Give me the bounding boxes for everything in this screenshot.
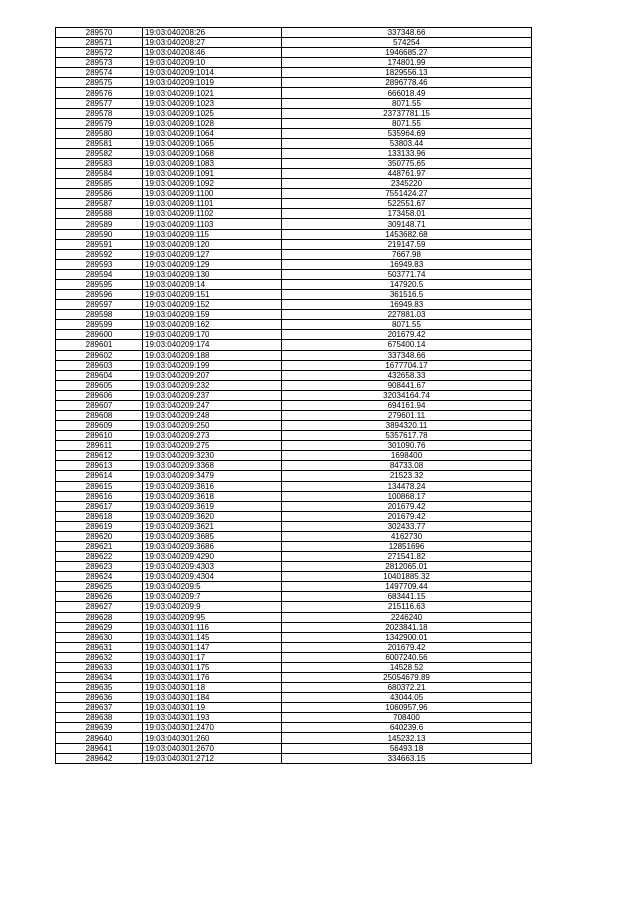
cadastral-number-cell: 19:03:040209:199 [143, 360, 282, 370]
cadastral-number-cell: 19:03:040209:170 [143, 330, 282, 340]
table-row [56, 148, 532, 158]
table-row [56, 693, 532, 703]
amount-cell: 14528.52 [282, 662, 532, 672]
row-number-cell: 289622 [56, 552, 143, 562]
row-number-cell: 289630 [56, 632, 143, 642]
table-row [56, 169, 532, 179]
cadastral-number-cell: 19:03:040301:2670 [143, 743, 282, 753]
row-number-cell: 289615 [56, 481, 143, 491]
amount-cell: 1698400 [282, 451, 532, 461]
cadastral-number-cell: 19:03:040209:162 [143, 320, 282, 330]
table-row [56, 592, 532, 602]
table-row [56, 501, 532, 511]
cadastral-number-cell: 19:03:040209:3616 [143, 481, 282, 491]
amount-cell: 675400.14 [282, 340, 532, 350]
amount-cell: 279601.11 [282, 410, 532, 420]
amount-cell: 1453682.68 [282, 229, 532, 239]
row-number-cell: 289598 [56, 310, 143, 320]
cadastral-number-cell: 19:03:040208:27 [143, 38, 282, 48]
cadastral-number-cell: 19:03:040209:7 [143, 592, 282, 602]
amount-cell: 708400 [282, 713, 532, 723]
cadastral-number-cell: 19:03:040301:184 [143, 693, 282, 703]
amount-cell: 337348.66 [282, 28, 532, 38]
row-number-cell: 289631 [56, 642, 143, 652]
table-row [56, 743, 532, 753]
row-number-cell: 289634 [56, 673, 143, 683]
amount-cell: 8071.55 [282, 320, 532, 330]
cadastral-number-cell: 19:03:040209:127 [143, 249, 282, 259]
table-row [56, 259, 532, 269]
row-number-cell: 289605 [56, 380, 143, 390]
amount-cell: 2345220 [282, 179, 532, 189]
row-number-cell: 289599 [56, 320, 143, 330]
row-number-cell: 289620 [56, 531, 143, 541]
cadastral-number-cell: 19:03:040301:176 [143, 673, 282, 683]
table-row [56, 562, 532, 572]
table-row [56, 209, 532, 219]
amount-cell: 7551424.27 [282, 189, 532, 199]
amount-cell: 201679.42 [282, 511, 532, 521]
amount-cell: 43044.05 [282, 693, 532, 703]
row-number-cell: 289635 [56, 683, 143, 693]
row-number-cell: 289609 [56, 421, 143, 431]
amount-cell: 21523.32 [282, 471, 532, 481]
cadastral-number-cell: 19:03:040209:273 [143, 431, 282, 441]
cadastral-number-cell: 19:03:040301:19 [143, 703, 282, 713]
amount-cell: 145232.13 [282, 733, 532, 743]
cadastral-number-cell: 19:03:040209:14 [143, 279, 282, 289]
row-number-cell: 289621 [56, 541, 143, 551]
table-row [56, 199, 532, 209]
row-number-cell: 289571 [56, 38, 143, 48]
table-body [56, 28, 532, 764]
table-row [56, 128, 532, 138]
table-row [56, 541, 532, 551]
table-row [56, 78, 532, 88]
row-number-cell: 289618 [56, 511, 143, 521]
amount-cell: 201679.42 [282, 330, 532, 340]
row-number-cell: 289602 [56, 350, 143, 360]
amount-cell: 56493.18 [282, 743, 532, 753]
amount-cell: 334663.15 [282, 753, 532, 763]
amount-cell: 201679.42 [282, 501, 532, 511]
cadastral-number-cell: 19:03:040209:3618 [143, 491, 282, 501]
amount-cell: 448761.97 [282, 169, 532, 179]
amount-cell: 8071.55 [282, 118, 532, 128]
cadastral-number-cell: 19:03:040209:9 [143, 602, 282, 612]
table-row [56, 652, 532, 662]
row-number-cell: 289580 [56, 128, 143, 138]
row-number-cell: 289572 [56, 48, 143, 58]
cadastral-number-cell: 19:03:040209:120 [143, 239, 282, 249]
table-row [56, 189, 532, 199]
row-number-cell: 289597 [56, 300, 143, 310]
amount-cell: 8071.55 [282, 98, 532, 108]
table-row [56, 683, 532, 693]
row-number-cell: 289629 [56, 622, 143, 632]
table-row [56, 733, 532, 743]
amount-cell: 174801.99 [282, 58, 532, 68]
row-number-cell: 289583 [56, 159, 143, 169]
table-row [56, 531, 532, 541]
amount-cell: 10401885.32 [282, 572, 532, 582]
row-number-cell: 289578 [56, 108, 143, 118]
cadastral-number-cell: 19:03:040301:18 [143, 683, 282, 693]
table-row [56, 138, 532, 148]
row-number-cell: 289640 [56, 733, 143, 743]
cadastral-number-cell: 19:03:040209:3230 [143, 451, 282, 461]
row-number-cell: 289596 [56, 290, 143, 300]
amount-cell: 302433.77 [282, 521, 532, 531]
cadastral-number-cell: 19:03:040209:152 [143, 300, 282, 310]
amount-cell: 2812065.01 [282, 562, 532, 572]
row-number-cell: 289581 [56, 138, 143, 148]
cadastral-number-cell: 19:03:040209:1014 [143, 68, 282, 78]
row-number-cell: 289587 [56, 199, 143, 209]
table-row [56, 279, 532, 289]
cadastral-number-cell: 19:03:040209:1068 [143, 148, 282, 158]
row-number-cell: 289616 [56, 491, 143, 501]
amount-cell: 666018.49 [282, 88, 532, 98]
amount-cell: 1946685.27 [282, 48, 532, 58]
table-row [56, 88, 532, 98]
cadastral-number-cell: 19:03:040209:3686 [143, 541, 282, 551]
amount-cell: 7667.98 [282, 249, 532, 259]
table-row [56, 491, 532, 501]
amount-cell: 53803.44 [282, 138, 532, 148]
row-number-cell: 289611 [56, 441, 143, 451]
amount-cell: 535964.69 [282, 128, 532, 138]
row-number-cell: 289592 [56, 249, 143, 259]
cadastral-number-cell: 19:03:040209:1102 [143, 209, 282, 219]
amount-cell: 16949.83 [282, 259, 532, 269]
row-number-cell: 289642 [56, 753, 143, 763]
cadastral-number-cell: 19:03:040209:1083 [143, 159, 282, 169]
row-number-cell: 289637 [56, 703, 143, 713]
row-number-cell: 289595 [56, 279, 143, 289]
amount-cell: 219147.59 [282, 239, 532, 249]
table-row [56, 481, 532, 491]
row-number-cell: 289636 [56, 693, 143, 703]
cadastral-number-cell: 19:03:040209:1025 [143, 108, 282, 118]
row-number-cell: 289589 [56, 219, 143, 229]
row-number-cell: 289610 [56, 431, 143, 441]
cadastral-number-cell: 19:03:040301:2470 [143, 723, 282, 733]
cadastral-number-cell: 19:03:040209:1103 [143, 219, 282, 229]
data-table [55, 27, 532, 764]
table-row [56, 723, 532, 733]
cadastral-number-cell: 19:03:040301:145 [143, 632, 282, 642]
row-number-cell: 289575 [56, 78, 143, 88]
amount-cell: 201679.42 [282, 642, 532, 652]
cadastral-number-cell: 19:03:040301:147 [143, 642, 282, 652]
row-number-cell: 289632 [56, 652, 143, 662]
amount-cell: 4162730 [282, 531, 532, 541]
table-row [56, 340, 532, 350]
amount-cell: 1677704.17 [282, 360, 532, 370]
cadastral-number-cell: 19:03:040209:130 [143, 269, 282, 279]
table-row [56, 380, 532, 390]
cadastral-number-cell: 19:03:040301:2712 [143, 753, 282, 763]
amount-cell: 1342900.01 [282, 632, 532, 642]
table-row [56, 713, 532, 723]
cadastral-number-cell: 19:03:040209:275 [143, 441, 282, 451]
cadastral-number-cell: 19:03:040209:151 [143, 290, 282, 300]
cadastral-number-cell: 19:03:040209:159 [143, 310, 282, 320]
cadastral-number-cell: 19:03:040209:188 [143, 350, 282, 360]
amount-cell: 350775.65 [282, 159, 532, 169]
row-number-cell: 289591 [56, 239, 143, 249]
amount-cell: 432658.33 [282, 370, 532, 380]
table-row [56, 552, 532, 562]
row-number-cell: 289603 [56, 360, 143, 370]
row-number-cell: 289627 [56, 602, 143, 612]
row-number-cell: 289585 [56, 179, 143, 189]
amount-cell: 147920.5 [282, 279, 532, 289]
amount-cell: 2023841.18 [282, 622, 532, 632]
table-row [56, 441, 532, 451]
amount-cell: 2246240 [282, 612, 532, 622]
row-number-cell: 289614 [56, 471, 143, 481]
amount-cell: 337348.66 [282, 350, 532, 360]
table-row [56, 511, 532, 521]
table-row [56, 622, 532, 632]
cadastral-number-cell: 19:03:040209:10 [143, 58, 282, 68]
amount-cell: 680372.21 [282, 683, 532, 693]
table-row [56, 229, 532, 239]
amount-cell: 1060957.96 [282, 703, 532, 713]
amount-cell: 574254 [282, 38, 532, 48]
table-row [56, 703, 532, 713]
amount-cell: 361516.5 [282, 290, 532, 300]
table-row [56, 421, 532, 431]
cadastral-number-cell: 19:03:040209:232 [143, 380, 282, 390]
cadastral-number-cell: 19:03:040209:3685 [143, 531, 282, 541]
cadastral-number-cell: 19:03:040209:1091 [143, 169, 282, 179]
row-number-cell: 289579 [56, 118, 143, 128]
table-row [56, 28, 532, 38]
amount-cell: 908441.67 [282, 380, 532, 390]
table-row [56, 269, 532, 279]
table-row [56, 108, 532, 118]
cadastral-number-cell: 19:03:040301:260 [143, 733, 282, 743]
cadastral-number-cell: 19:03:040209:1064 [143, 128, 282, 138]
table-row [56, 219, 532, 229]
cadastral-number-cell: 19:03:040209:3368 [143, 461, 282, 471]
amount-cell: 227881.03 [282, 310, 532, 320]
cadastral-number-cell: 19:03:040209:247 [143, 400, 282, 410]
cadastral-number-cell: 19:03:040209:174 [143, 340, 282, 350]
amount-cell: 173458.01 [282, 209, 532, 219]
table-row [56, 98, 532, 108]
cadastral-number-cell: 19:03:040209:1092 [143, 179, 282, 189]
cadastral-number-cell: 19:03:040209:207 [143, 370, 282, 380]
table-row [56, 390, 532, 400]
amount-cell: 694161.94 [282, 400, 532, 410]
row-number-cell: 289594 [56, 269, 143, 279]
table-row [56, 350, 532, 360]
amount-cell: 23737781.15 [282, 108, 532, 118]
table-row [56, 370, 532, 380]
cadastral-number-cell: 19:03:040209:4304 [143, 572, 282, 582]
row-number-cell: 289607 [56, 400, 143, 410]
cadastral-number-cell: 19:03:040209:1023 [143, 98, 282, 108]
table-row [56, 239, 532, 249]
cadastral-number-cell: 19:03:040209:237 [143, 390, 282, 400]
table-row [56, 58, 532, 68]
table-row [56, 431, 532, 441]
cadastral-number-cell: 19:03:040209:4303 [143, 562, 282, 572]
amount-cell: 215116.63 [282, 602, 532, 612]
amount-cell: 1829556.13 [282, 68, 532, 78]
table-row [56, 300, 532, 310]
row-number-cell: 289633 [56, 662, 143, 672]
amount-cell: 640239.6 [282, 723, 532, 733]
table-row [56, 602, 532, 612]
table-row [56, 582, 532, 592]
cadastral-number-cell: 19:03:040209:248 [143, 410, 282, 420]
row-number-cell: 289574 [56, 68, 143, 78]
table-row [56, 673, 532, 683]
cadastral-number-cell: 19:03:040301:193 [143, 713, 282, 723]
cadastral-number-cell: 19:03:040209:129 [143, 259, 282, 269]
table-row [56, 632, 532, 642]
table-row [56, 159, 532, 169]
row-number-cell: 289606 [56, 390, 143, 400]
cadastral-number-cell: 19:03:040209:3619 [143, 501, 282, 511]
table-row [56, 400, 532, 410]
cadastral-number-cell: 19:03:040209:3479 [143, 471, 282, 481]
row-number-cell: 289604 [56, 370, 143, 380]
table-row [56, 310, 532, 320]
row-number-cell: 289608 [56, 410, 143, 420]
amount-cell: 84733.08 [282, 461, 532, 471]
cadastral-number-cell: 19:03:040209:4290 [143, 552, 282, 562]
row-number-cell: 289601 [56, 340, 143, 350]
table-row [56, 179, 532, 189]
cadastral-number-cell: 19:03:040208:26 [143, 28, 282, 38]
row-number-cell: 289641 [56, 743, 143, 753]
table-row [56, 753, 532, 763]
table-row [56, 360, 532, 370]
cadastral-number-cell: 19:03:040209:1028 [143, 118, 282, 128]
row-number-cell: 289613 [56, 461, 143, 471]
cadastral-number-cell: 19:03:040209:1065 [143, 138, 282, 148]
amount-cell: 1497709.44 [282, 582, 532, 592]
table-row [56, 320, 532, 330]
cadastral-number-cell: 19:03:040209:3621 [143, 521, 282, 531]
cadastral-number-cell: 19:03:040209:250 [143, 421, 282, 431]
row-number-cell: 289577 [56, 98, 143, 108]
amount-cell: 100868.17 [282, 491, 532, 501]
row-number-cell: 289624 [56, 572, 143, 582]
table-row [56, 48, 532, 58]
table-row [56, 572, 532, 582]
table-row [56, 290, 532, 300]
row-number-cell: 289586 [56, 189, 143, 199]
amount-cell: 25054679.89 [282, 673, 532, 683]
cadastral-number-cell: 19:03:040301:116 [143, 622, 282, 632]
row-number-cell: 289600 [56, 330, 143, 340]
cadastral-number-cell: 19:03:040209:1101 [143, 199, 282, 209]
row-number-cell: 289590 [56, 229, 143, 239]
amount-cell: 503771.74 [282, 269, 532, 279]
amount-cell: 683441.15 [282, 592, 532, 602]
row-number-cell: 289576 [56, 88, 143, 98]
table-row [56, 642, 532, 652]
amount-cell: 133133.96 [282, 148, 532, 158]
table-row [56, 330, 532, 340]
cadastral-number-cell: 19:03:040209:1021 [143, 88, 282, 98]
cadastral-number-cell: 19:03:040208:46 [143, 48, 282, 58]
table-row [56, 471, 532, 481]
table-row [56, 68, 532, 78]
amount-cell: 271541.82 [282, 552, 532, 562]
cadastral-number-cell: 19:03:040209:1019 [143, 78, 282, 88]
row-number-cell: 289639 [56, 723, 143, 733]
row-number-cell: 289617 [56, 501, 143, 511]
cadastral-number-cell: 19:03:040209:5 [143, 582, 282, 592]
amount-cell: 16949.83 [282, 300, 532, 310]
amount-cell: 522551.67 [282, 199, 532, 209]
table-row [56, 38, 532, 48]
row-number-cell: 289626 [56, 592, 143, 602]
row-number-cell: 289570 [56, 28, 143, 38]
table-row [56, 521, 532, 531]
table-row [56, 451, 532, 461]
cadastral-number-cell: 19:03:040301:17 [143, 652, 282, 662]
amount-cell: 2896778.46 [282, 78, 532, 88]
table-row [56, 410, 532, 420]
cadastral-number-cell: 19:03:040209:1100 [143, 189, 282, 199]
cadastral-number-cell: 19:03:040209:95 [143, 612, 282, 622]
amount-cell: 5357617.78 [282, 431, 532, 441]
row-number-cell: 289625 [56, 582, 143, 592]
row-number-cell: 289623 [56, 562, 143, 572]
row-number-cell: 289638 [56, 713, 143, 723]
amount-cell: 301090.76 [282, 441, 532, 451]
amount-cell: 12851696 [282, 541, 532, 551]
table-row [56, 662, 532, 672]
row-number-cell: 289593 [56, 259, 143, 269]
table-row [56, 118, 532, 128]
cadastral-number-cell: 19:03:040209:115 [143, 229, 282, 239]
row-number-cell: 289628 [56, 612, 143, 622]
row-number-cell: 289582 [56, 148, 143, 158]
amount-cell: 32034164.74 [282, 390, 532, 400]
row-number-cell: 289573 [56, 58, 143, 68]
table-row [56, 612, 532, 622]
table-row [56, 461, 532, 471]
cadastral-number-cell: 19:03:040209:3620 [143, 511, 282, 521]
amount-cell: 134478.24 [282, 481, 532, 491]
cadastral-number-cell: 19:03:040301:175 [143, 662, 282, 672]
amount-cell: 309148.71 [282, 219, 532, 229]
amount-cell: 3894320.11 [282, 421, 532, 431]
table-row [56, 249, 532, 259]
row-number-cell: 289612 [56, 451, 143, 461]
row-number-cell: 289588 [56, 209, 143, 219]
amount-cell: 6007240.56 [282, 652, 532, 662]
row-number-cell: 289584 [56, 169, 143, 179]
row-number-cell: 289619 [56, 521, 143, 531]
